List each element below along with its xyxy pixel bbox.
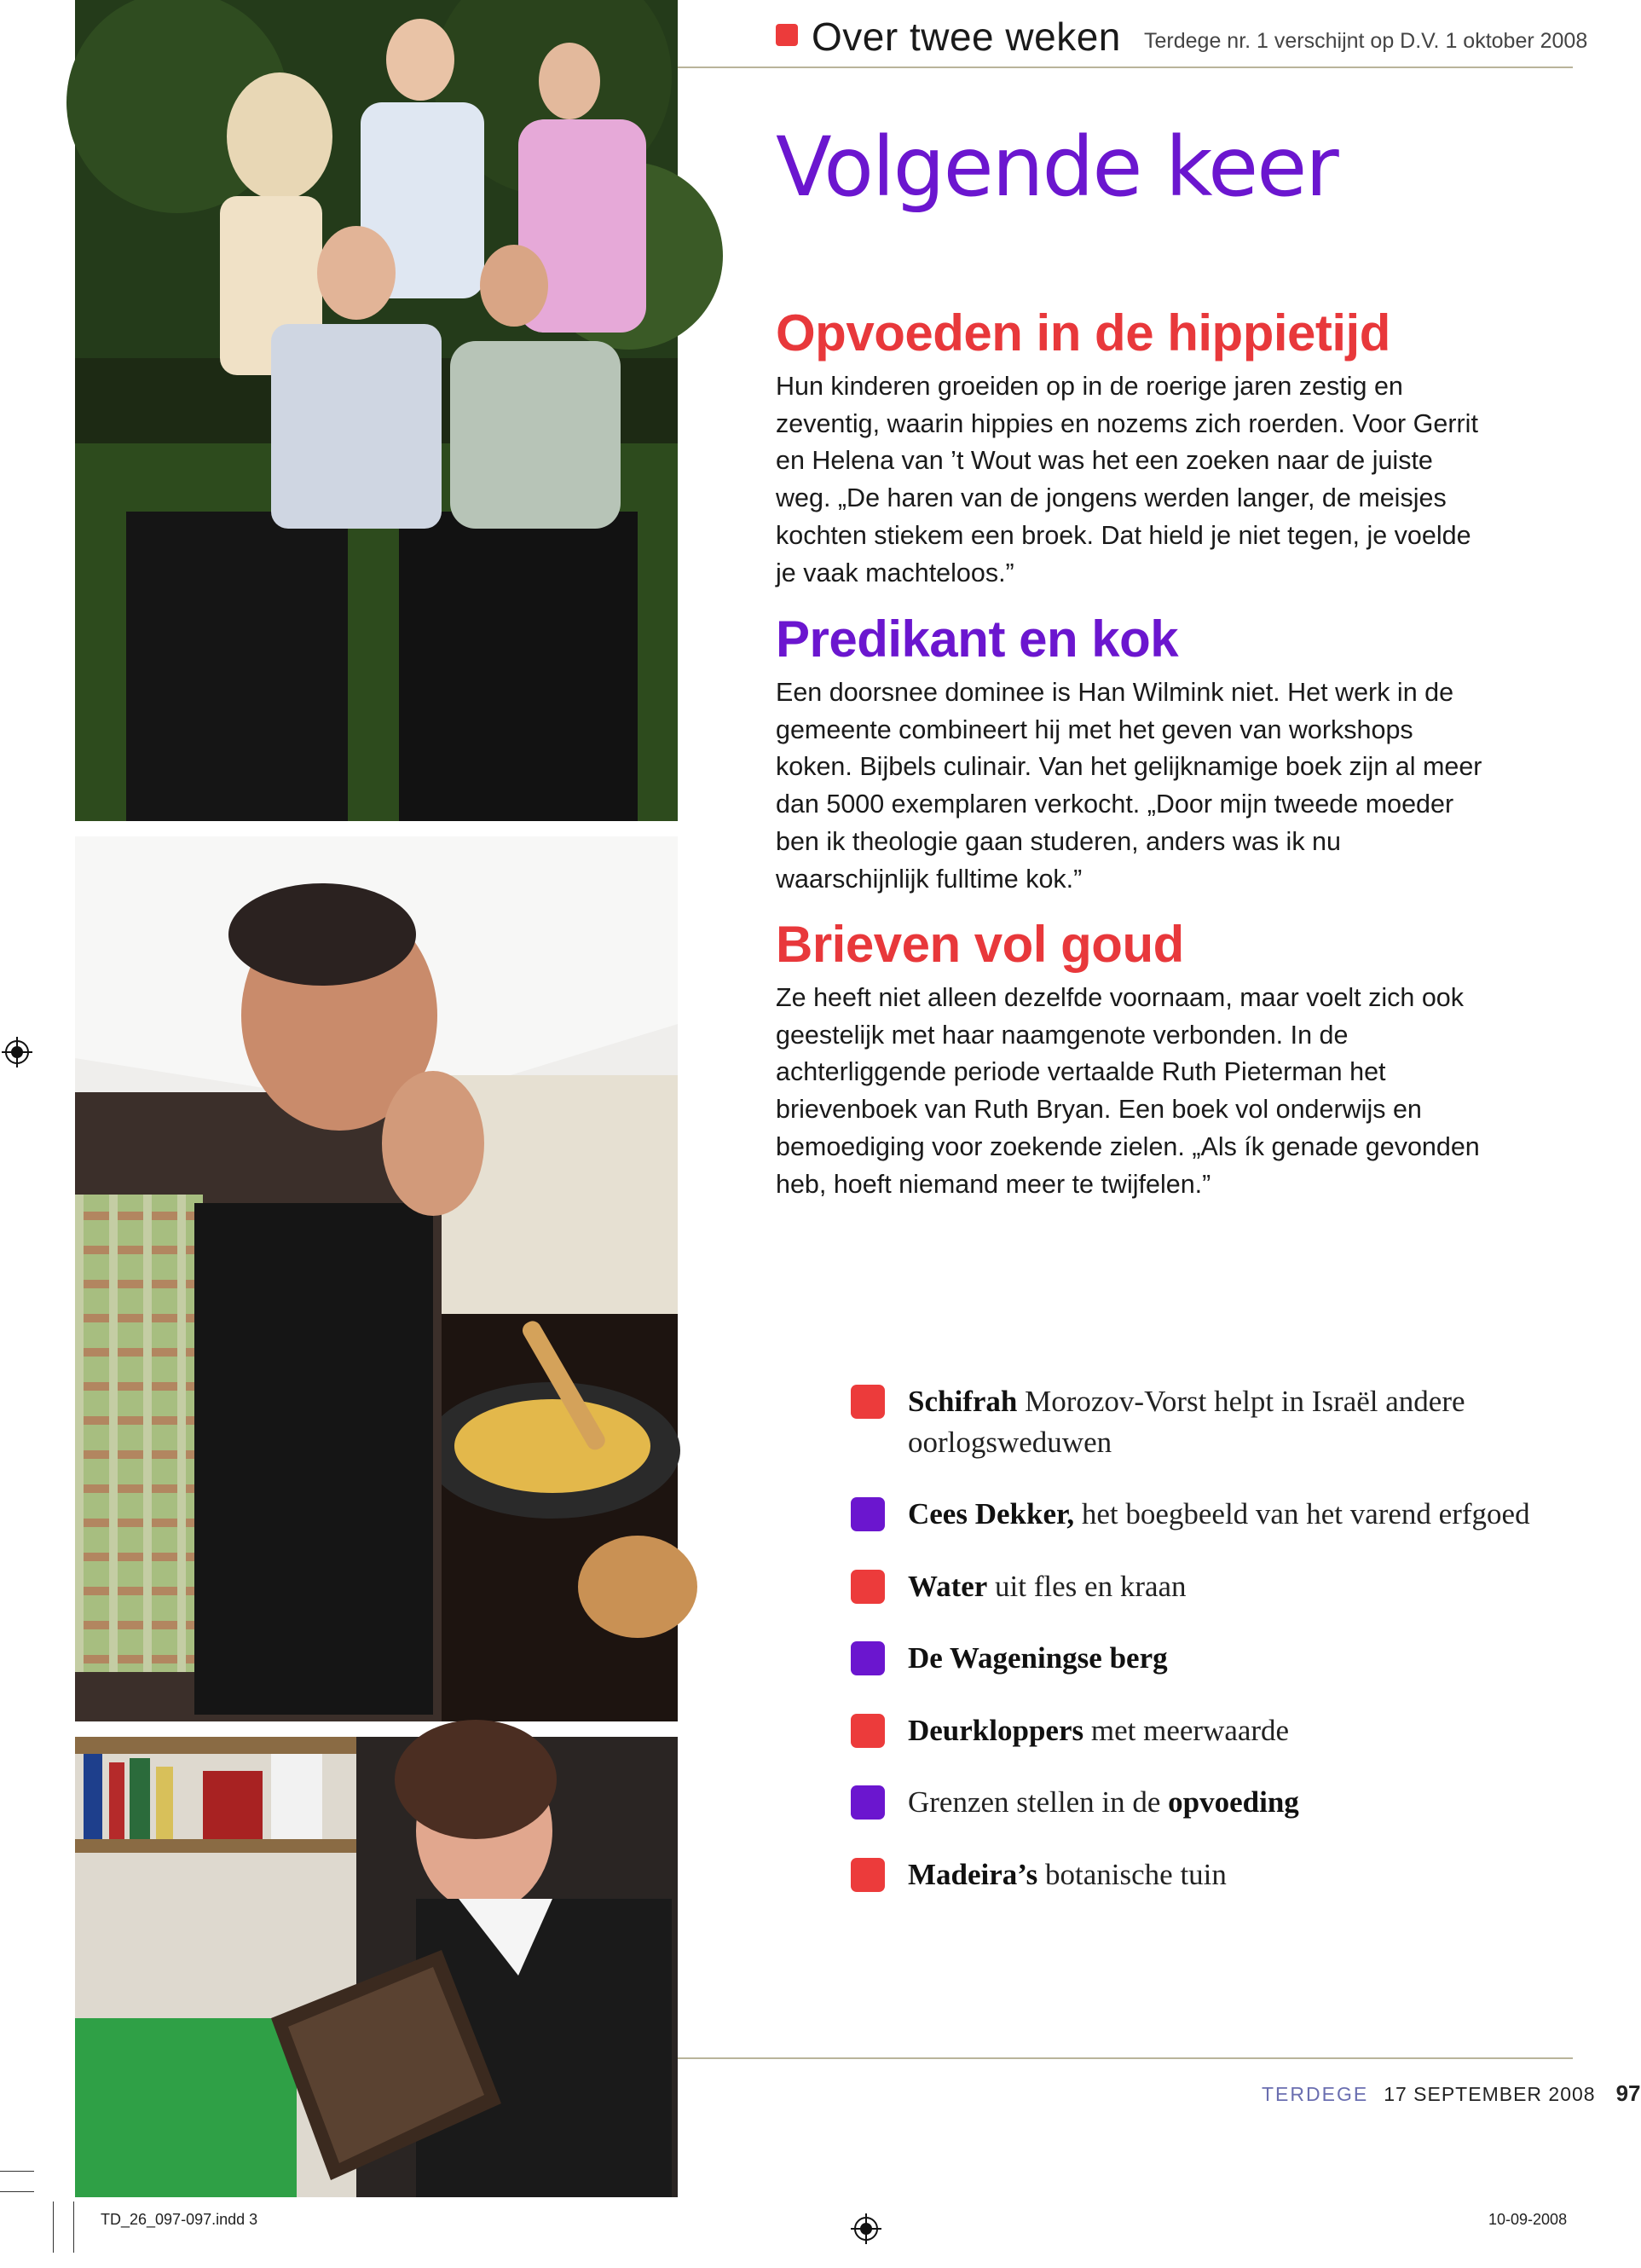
list-bullet <box>851 1497 885 1531</box>
next-issue-note: Terdege nr. 1 verschijnt op D.V. 1 oktober 2008 <box>1144 29 1588 53</box>
list-bullet <box>851 1714 885 1748</box>
article-preview <box>776 610 1483 898</box>
magazine-name: TERDEGE <box>1262 2083 1369 2105</box>
list-bullet <box>851 1570 885 1604</box>
list-item-bold: Water <box>908 1569 988 1603</box>
list-bullet <box>851 1858 885 1892</box>
crop-mark <box>73 2201 74 2253</box>
article-headline: Opvoeden in de hippietijd <box>776 304 1390 362</box>
family-photo <box>75 0 678 821</box>
list-item-bold: Deurkloppers <box>908 1713 1084 1747</box>
article-preview <box>776 304 1483 592</box>
registration-mark-icon <box>2 1037 32 1067</box>
section-title: Over twee weken <box>812 14 1121 59</box>
reader-photo <box>75 1737 678 2197</box>
frame-top-line <box>678 67 1573 68</box>
list-item <box>851 1494 1533 1535</box>
page-footer <box>1262 2080 1641 2107</box>
section-header <box>776 9 1588 60</box>
list-item-bold: Madeira’s <box>908 1857 1038 1891</box>
article-body: Hun kinderen groeiden op in de roerige jaren zestig en zeventig, waarin hippies en nozems zich roerden. Voor Gerrit en Helena van ’t Wout was het een zoeken naar de juiste weg. „De haren van de jongens werden langer, de meisjes kochten stiekem een broek. Dat hield je niet tegen, je voelde je vaak machteloos.” <box>776 372 1478 587</box>
crop-mark <box>0 2171 34 2172</box>
list-item <box>851 1638 1533 1679</box>
list-item-bold: Schifrah <box>908 1385 1018 1418</box>
frame-bottom-line <box>678 2057 1573 2059</box>
cook-photo <box>75 836 678 1721</box>
list-bullet <box>851 1641 885 1675</box>
list-item-text: Grenzen stellen in de <box>908 1785 1169 1819</box>
list-item-text: uit fles en kraan <box>987 1569 1187 1603</box>
list-item-bold: De Wageningse berg <box>908 1641 1168 1675</box>
article-preview <box>776 915 1483 1203</box>
list-item-bold: Cees Dekker, <box>908 1497 1075 1530</box>
list-item-bold: opvoeding <box>1168 1785 1299 1819</box>
list-item <box>851 1566 1533 1607</box>
crop-mark <box>53 2201 54 2253</box>
article-body: Ze heeft niet alleen dezelfde voornaam, maar voelt zich ook geestelijk met haar naamgenote verbonden. In de achterliggende periode vertaalde Ruth Pieterman het brievenboek van Ruth Bryan. Een boek vol onderwijs en bemoediging voor zoekende zielen. „Als ík genade gevonden heb, hoeft niemand meer te twijfelen.” <box>776 983 1480 1199</box>
list-item-text: het boegbeeld van het varend erfgoed <box>1074 1497 1530 1530</box>
upcoming-topics-list <box>851 1381 1533 1926</box>
list-item-text: met meerwaarde <box>1083 1713 1290 1747</box>
slug-date: 10-09-2008 <box>1488 2211 1568 2228</box>
list-bullet <box>851 1385 885 1419</box>
page-number: 97 <box>1615 2080 1641 2106</box>
section-marker <box>776 24 798 46</box>
list-item <box>851 1782 1533 1823</box>
list-item-text: Morozov-Vorst helpt in Israël andere oorlogsweduwen <box>908 1385 1465 1459</box>
list-item <box>851 1854 1533 1895</box>
list-item <box>851 1710 1533 1751</box>
article-headline: Predikant en kok <box>776 610 1179 668</box>
crop-mark <box>0 2191 34 2192</box>
list-bullet <box>851 1785 885 1820</box>
list-item-text: botanische tuin <box>1037 1857 1227 1891</box>
page-title: Volgende keer <box>776 119 1338 215</box>
list-item <box>851 1381 1533 1462</box>
issue-date: 17 SEPTEMBER 2008 <box>1384 2083 1596 2105</box>
article-headline: Brieven vol goud <box>776 916 1184 973</box>
registration-mark-icon <box>851 2213 881 2244</box>
article-body: Een doorsnee dominee is Han Wilmink niet. Het werk in de gemeente combineert hij met het geven van workshops koken. Bijbels culinair. Van het gelijknamige boek zijn al meer dan 5000 exemplaren verkocht. „Door mijn tweede moeder ben ik theologie gaan studeren, anders was ik nu waarschijnlijk fulltime kok.” <box>776 678 1482 894</box>
slug-filename: TD_26_097-097.indd 3 <box>101 2211 258 2228</box>
